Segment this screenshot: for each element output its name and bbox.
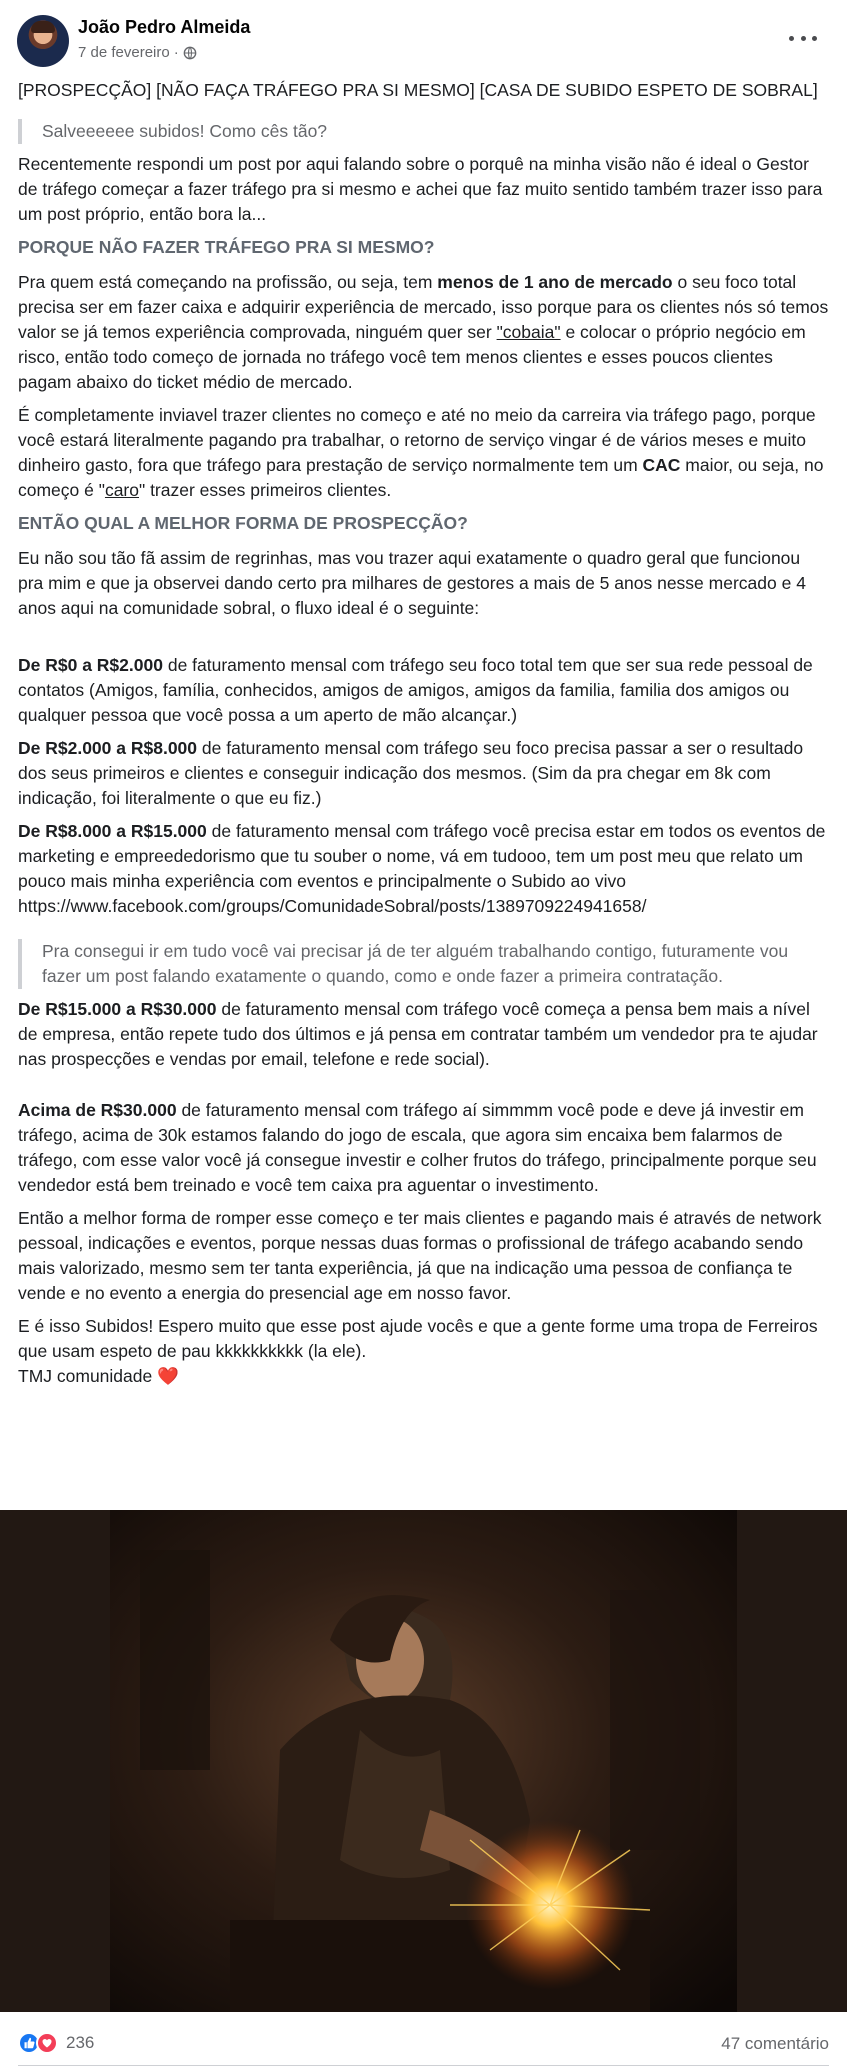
- paragraph-cost: [18, 403, 830, 503]
- post-date[interactable]: 7 de fevereiro: [78, 44, 170, 61]
- tier-range: De R$8.000 a R$15.000: [18, 821, 207, 841]
- tier-paragraph: [18, 653, 830, 728]
- text: Pra quem está começando na profissão, ou seja, tem: [18, 272, 438, 292]
- paragraph-conclusion: Então a melhor forma de romper esse começo e ter mais clientes e pagando mais é através de network pessoal, indicações e eventos, porque nessas duas formas o profissional de tráfego acabando sendo mais valorizado, mesmo sem ter tanta experiência, já que na indicação uma pessoa de confiança te vende e no evento a energia do presencial age em nosso favor.: [18, 1208, 822, 1303]
- dot-icon: [789, 36, 794, 41]
- post-footer: [0, 2012, 847, 2072]
- post-content: [18, 78, 830, 1397]
- dot-icon: [801, 36, 806, 41]
- text: " trazer esses primeiros clientes.: [139, 480, 392, 500]
- intro-paragraph: Recentemente respondi um post por aqui falando sobre o porquê na minha visão não é ideal o Gestor de tráfego começar a fazer tráfego pra si mesmo e achei que faz muito sentido também trazer isso para um post próprio, então bora la...: [18, 154, 823, 224]
- author-name[interactable]: João Pedro Almeida: [78, 17, 251, 37]
- avatar[interactable]: [17, 15, 69, 67]
- reactions-summary[interactable]: [18, 2032, 94, 2054]
- tier-text: de faturamento mensal com tráfego você começa a pensa bem mais a nível de empresa, então repete tudo dos últimos e já pensa em contratar também um vendedor pra te ajudar nas prospecções e vendas por email, telefone e rede social).: [18, 999, 818, 1069]
- tier-text: de faturamento mensal com tráfego você precisa estar em todos os eventos de marketing e empreededorismo que tu souber o nome, vá em tudooo, tem um post meu que relato um pouco mais minha experiência com eventos e principalmente o Subido ao vivo https://www.facebook.com/groups/ComunidadeSobral/posts/1389709224941658/: [18, 821, 826, 916]
- text: TMJ comunidade: [18, 1366, 153, 1386]
- paragraph-market: [18, 270, 830, 395]
- divider: [18, 2065, 829, 2066]
- paragraph-closing: [18, 1314, 830, 1389]
- love-icon: [36, 2032, 58, 2054]
- text: maior, ou seja, no começo é ": [18, 455, 824, 500]
- text: E é isso Subidos! Espero muito que esse post ajude vocês e que a gente forme uma tropa de Ferreiros que usam espeto de pau kkkkkkkkkk (la ele).: [18, 1316, 818, 1361]
- section-heading: ENTÃO QUAL A MELHOR FORMA DE PROSPECÇÃO?: [18, 513, 468, 533]
- tier-paragraph: [18, 736, 830, 811]
- quote-block: Salveeeeee subidos! Como cês tão?: [18, 119, 830, 144]
- bold-text: menos de 1 ano de mercado: [437, 272, 673, 292]
- section-heading: PORQUE NÃO FAZER TRÁFEGO PRA SI MESMO?: [18, 237, 435, 257]
- post-header: [0, 0, 847, 72]
- quote-block: Pra consegui ir em tudo você vai precisar já de ter alguém trabalhando contigo, futuramente vou fazer um post falando exatamente o quando, como e onde fazer a primeira contratação.: [18, 939, 830, 989]
- tier-text: de faturamento mensal com tráfego seu foco precisa passar a ser o resultado dos seus primeiros e clientes e conseguir indicação dos mesmos. (Sim da pra chegar em 8k com indicação, foi literalmente o que eu fiz.): [18, 738, 804, 808]
- underlined-text: "cobaia": [496, 322, 561, 342]
- tier-text: de faturamento mensal com tráfego aí simmmm você pode e deve já investir em tráfego, acima de 30k estamos falando do jogo de escala, que agora sim encaixa bem falarmos de tráfego, com esse valor você já consegue investir e colher frutos do tráfego, principalmente porque seu vendedor está bem treinado e você tem caixa pra aguentar o investimento.: [18, 1100, 817, 1195]
- post-title: [PROSPECÇÃO] [NÃO FAÇA TRÁFEGO PRA SI MESMO] [CASA DE SUBIDO ESPETO DE SOBRAL]: [18, 80, 818, 100]
- bold-text: CAC: [642, 455, 681, 475]
- post-meta: [78, 44, 197, 61]
- comment-count[interactable]: 47 comentário: [721, 2034, 829, 2053]
- paragraph-overview: Eu não sou tão fã assim de regrinhas, mas vou trazer aqui exatamente o quadro geral que funcionou pra mim e que ja observei dando certo pra milhares de gestores a mais de 5 anos nesse mercado e 4 anos aqui na comunidade sobral, o fluxo ideal é o seguinte:: [18, 548, 806, 618]
- post-image[interactable]: [0, 1510, 847, 2012]
- tier-range: De R$15.000 a R$30.000: [18, 999, 217, 1019]
- tier-range: Acima de R$30.000: [18, 1100, 177, 1120]
- globe-icon: [183, 46, 197, 60]
- dot-icon: [812, 36, 817, 41]
- reaction-count: 236: [66, 2033, 95, 2052]
- tier-range: De R$0 a R$2.000: [18, 655, 163, 675]
- text: É completamente inviavel trazer clientes no começo e até no meio da carreira via tráfego pago, porque você estará literalmente pagando pra trabalhar, o retorno de serviço vingar é de vários meses e muito dinheiro gasto, fora que tráfego para prestação de serviço normalmente tem um: [18, 405, 816, 475]
- more-options-button[interactable]: [789, 26, 817, 50]
- tier-text: de faturamento mensal com tráfego seu foco total tem que ser sua rede pessoal de contatos (Amigos, família, conhecidos, amigos de amigos, amigos da familia, familia dos amigos ou qualquer pessoa que você possa a um aperto de mão alcançar.): [18, 655, 813, 725]
- heart-icon: ❤️: [157, 1366, 179, 1386]
- underlined-text: caro: [104, 480, 139, 500]
- text: e colocar o próprio negócio em risco, então todo começo de jornada no tráfego você tem menos clientes e esses poucos clientes pagam abaixo do ticket médio de mercado.: [18, 322, 806, 392]
- tier-paragraph: [18, 1098, 830, 1198]
- tier-range: De R$2.000 a R$8.000: [18, 738, 198, 758]
- tier-paragraph: [18, 997, 830, 1072]
- tier-paragraph: [18, 819, 830, 919]
- text: o seu foco total precisa ser em fazer caixa e adquirir experiência de mercado, isso porque para os clientes nós só temos valor se já temos experiência comprovada, ninguém quer ser: [18, 272, 829, 342]
- blacksmith-image: [110, 1510, 737, 2012]
- meta-separator: ·: [173, 44, 179, 61]
